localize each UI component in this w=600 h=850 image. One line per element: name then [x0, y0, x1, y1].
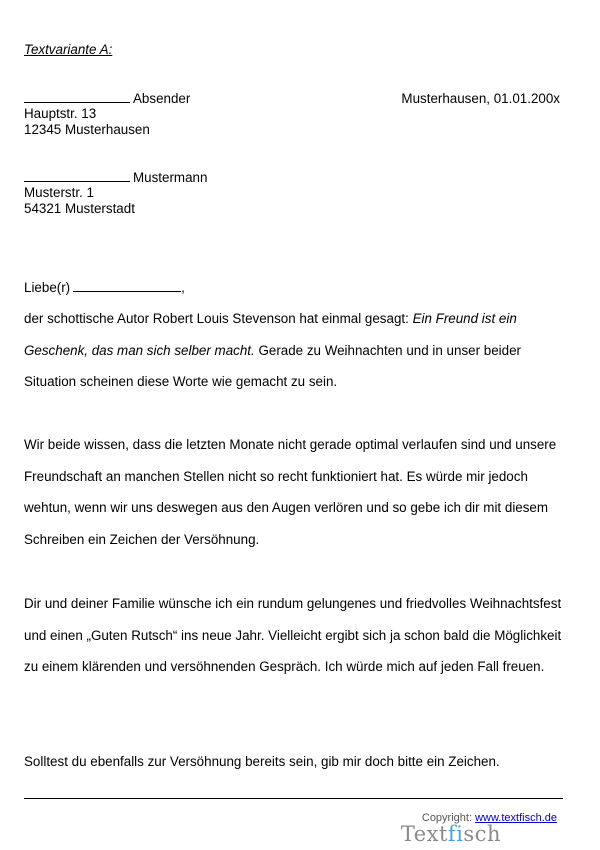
footer-divider	[24, 798, 563, 799]
paragraph-1-quote: Ein Freund ist ein Geschenk, das man sich selber macht.	[24, 311, 517, 358]
copyright-label: Copyright:	[421, 812, 473, 824]
logo-text-part2: fi	[447, 822, 464, 846]
logo-text-part1: Text	[400, 822, 448, 846]
paragraph-2: Wir beide wissen, dass die letzten Monate nicht gerade optimal verlaufen sind und unsere Freundschaft an manchen Stellen nicht so recht funktioniert hat. Es würde mir jedoch wehtun, wenn wir uns deswegen aus den Augen verlören und so gebe ich dir mit diesem Schreiben ein Zeichen der Versöhnung.	[24, 437, 557, 547]
paragraph-1-start: der schottische Autor Robert Louis Stevenson hat einmal gesagt:	[24, 311, 413, 326]
place-date: Musterhausen, 01.01.200x	[401, 91, 560, 106]
salutation-greeting: Liebe(r)	[24, 280, 71, 295]
textfisch-logo	[401, 822, 501, 846]
variant-label: Textvariante A:	[24, 42, 113, 57]
sender-name-blank[interactable]	[24, 91, 130, 103]
sender-name-line	[24, 91, 190, 106]
recipient-name-blank[interactable]	[24, 170, 130, 182]
paragraph-3: Dir und deiner Familie wünsche ich ein rundum gelungenes und friedvolles Weihnachtsfest und einen „Guten Rutsch“ ins neue Jahr. Vielleicht ergibt sich ja schon bald die Möglichkeit zu einem klärenden und versöhnenden Gespräch. Ich würde mich auf jeden Fall freuen.	[24, 596, 562, 675]
recipient-city: 54321 Musterstadt	[24, 201, 135, 216]
recipient-street: Musterstr. 1	[24, 185, 94, 200]
salutation-comma: ,	[181, 280, 185, 295]
salutation-blank[interactable]	[73, 280, 181, 292]
sender-street: Hauptstr. 13	[24, 106, 97, 121]
salutation	[24, 280, 185, 295]
recipient-name-line	[24, 170, 207, 185]
recipient-name: Mustermann	[133, 170, 208, 185]
paragraph-4: Solltest du ebenfalls zur Versöhnung bereits sein, gib mir doch bitte ein Zeichen.	[24, 754, 500, 769]
paragraph-1-end: Gerade zu Weihnachten und in unser beider Situation scheinen diese Worte wie gemacht zu sein.	[24, 342, 521, 390]
logo-text-part3: sch	[463, 822, 501, 846]
paragraph-1	[24, 303, 564, 398]
sender-name-label: Absender	[133, 91, 191, 106]
copyright-link[interactable]: www.textfisch.de	[475, 812, 557, 824]
sender-city: 12345 Musterhausen	[24, 122, 150, 137]
